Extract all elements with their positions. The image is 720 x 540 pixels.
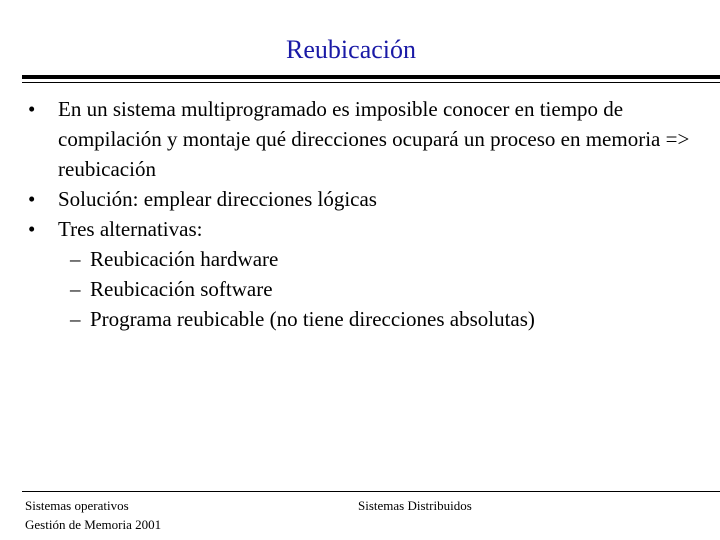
footer-center: Sistemas Distribuidos bbox=[358, 498, 472, 513]
footer-topic: Gestión de Memoria 2001 bbox=[25, 517, 162, 532]
footer-rule bbox=[22, 491, 720, 492]
bullet-mark: • bbox=[28, 97, 36, 121]
bullet-text: Tres alternativas: bbox=[58, 217, 203, 241]
title-rule-thin bbox=[22, 82, 720, 83]
bullet-mark: • bbox=[28, 217, 36, 241]
bullet-item bbox=[28, 214, 708, 244]
sub-item bbox=[28, 244, 708, 274]
bullet-item bbox=[28, 94, 708, 184]
slide-content bbox=[28, 94, 708, 334]
sub-mark: – bbox=[70, 247, 81, 271]
bullet-item bbox=[28, 184, 708, 214]
sub-item bbox=[28, 304, 708, 334]
sub-text: Reubicación hardware bbox=[90, 247, 279, 271]
slide-title: Reubicación bbox=[286, 35, 416, 64]
sub-item bbox=[28, 274, 708, 304]
title-rule-thick bbox=[22, 75, 720, 79]
footer-left bbox=[25, 496, 161, 534]
footer-course: Sistemas operativos bbox=[25, 498, 129, 513]
sub-text: Reubicación software bbox=[90, 277, 273, 301]
bullet-text: En un sistema multiprogramado es imposible conocer en tiempo de compilación y montaje qué direcciones ocupará un proceso en memoria => reubicación bbox=[58, 97, 690, 181]
bullet-text: Solución: emplear direcciones lógicas bbox=[58, 187, 377, 211]
bullet-mark: • bbox=[28, 187, 36, 211]
sub-mark: – bbox=[70, 307, 81, 331]
sub-mark: – bbox=[70, 277, 81, 301]
sub-text: Programa reubicable (no tiene direcciones absolutas) bbox=[90, 307, 535, 331]
